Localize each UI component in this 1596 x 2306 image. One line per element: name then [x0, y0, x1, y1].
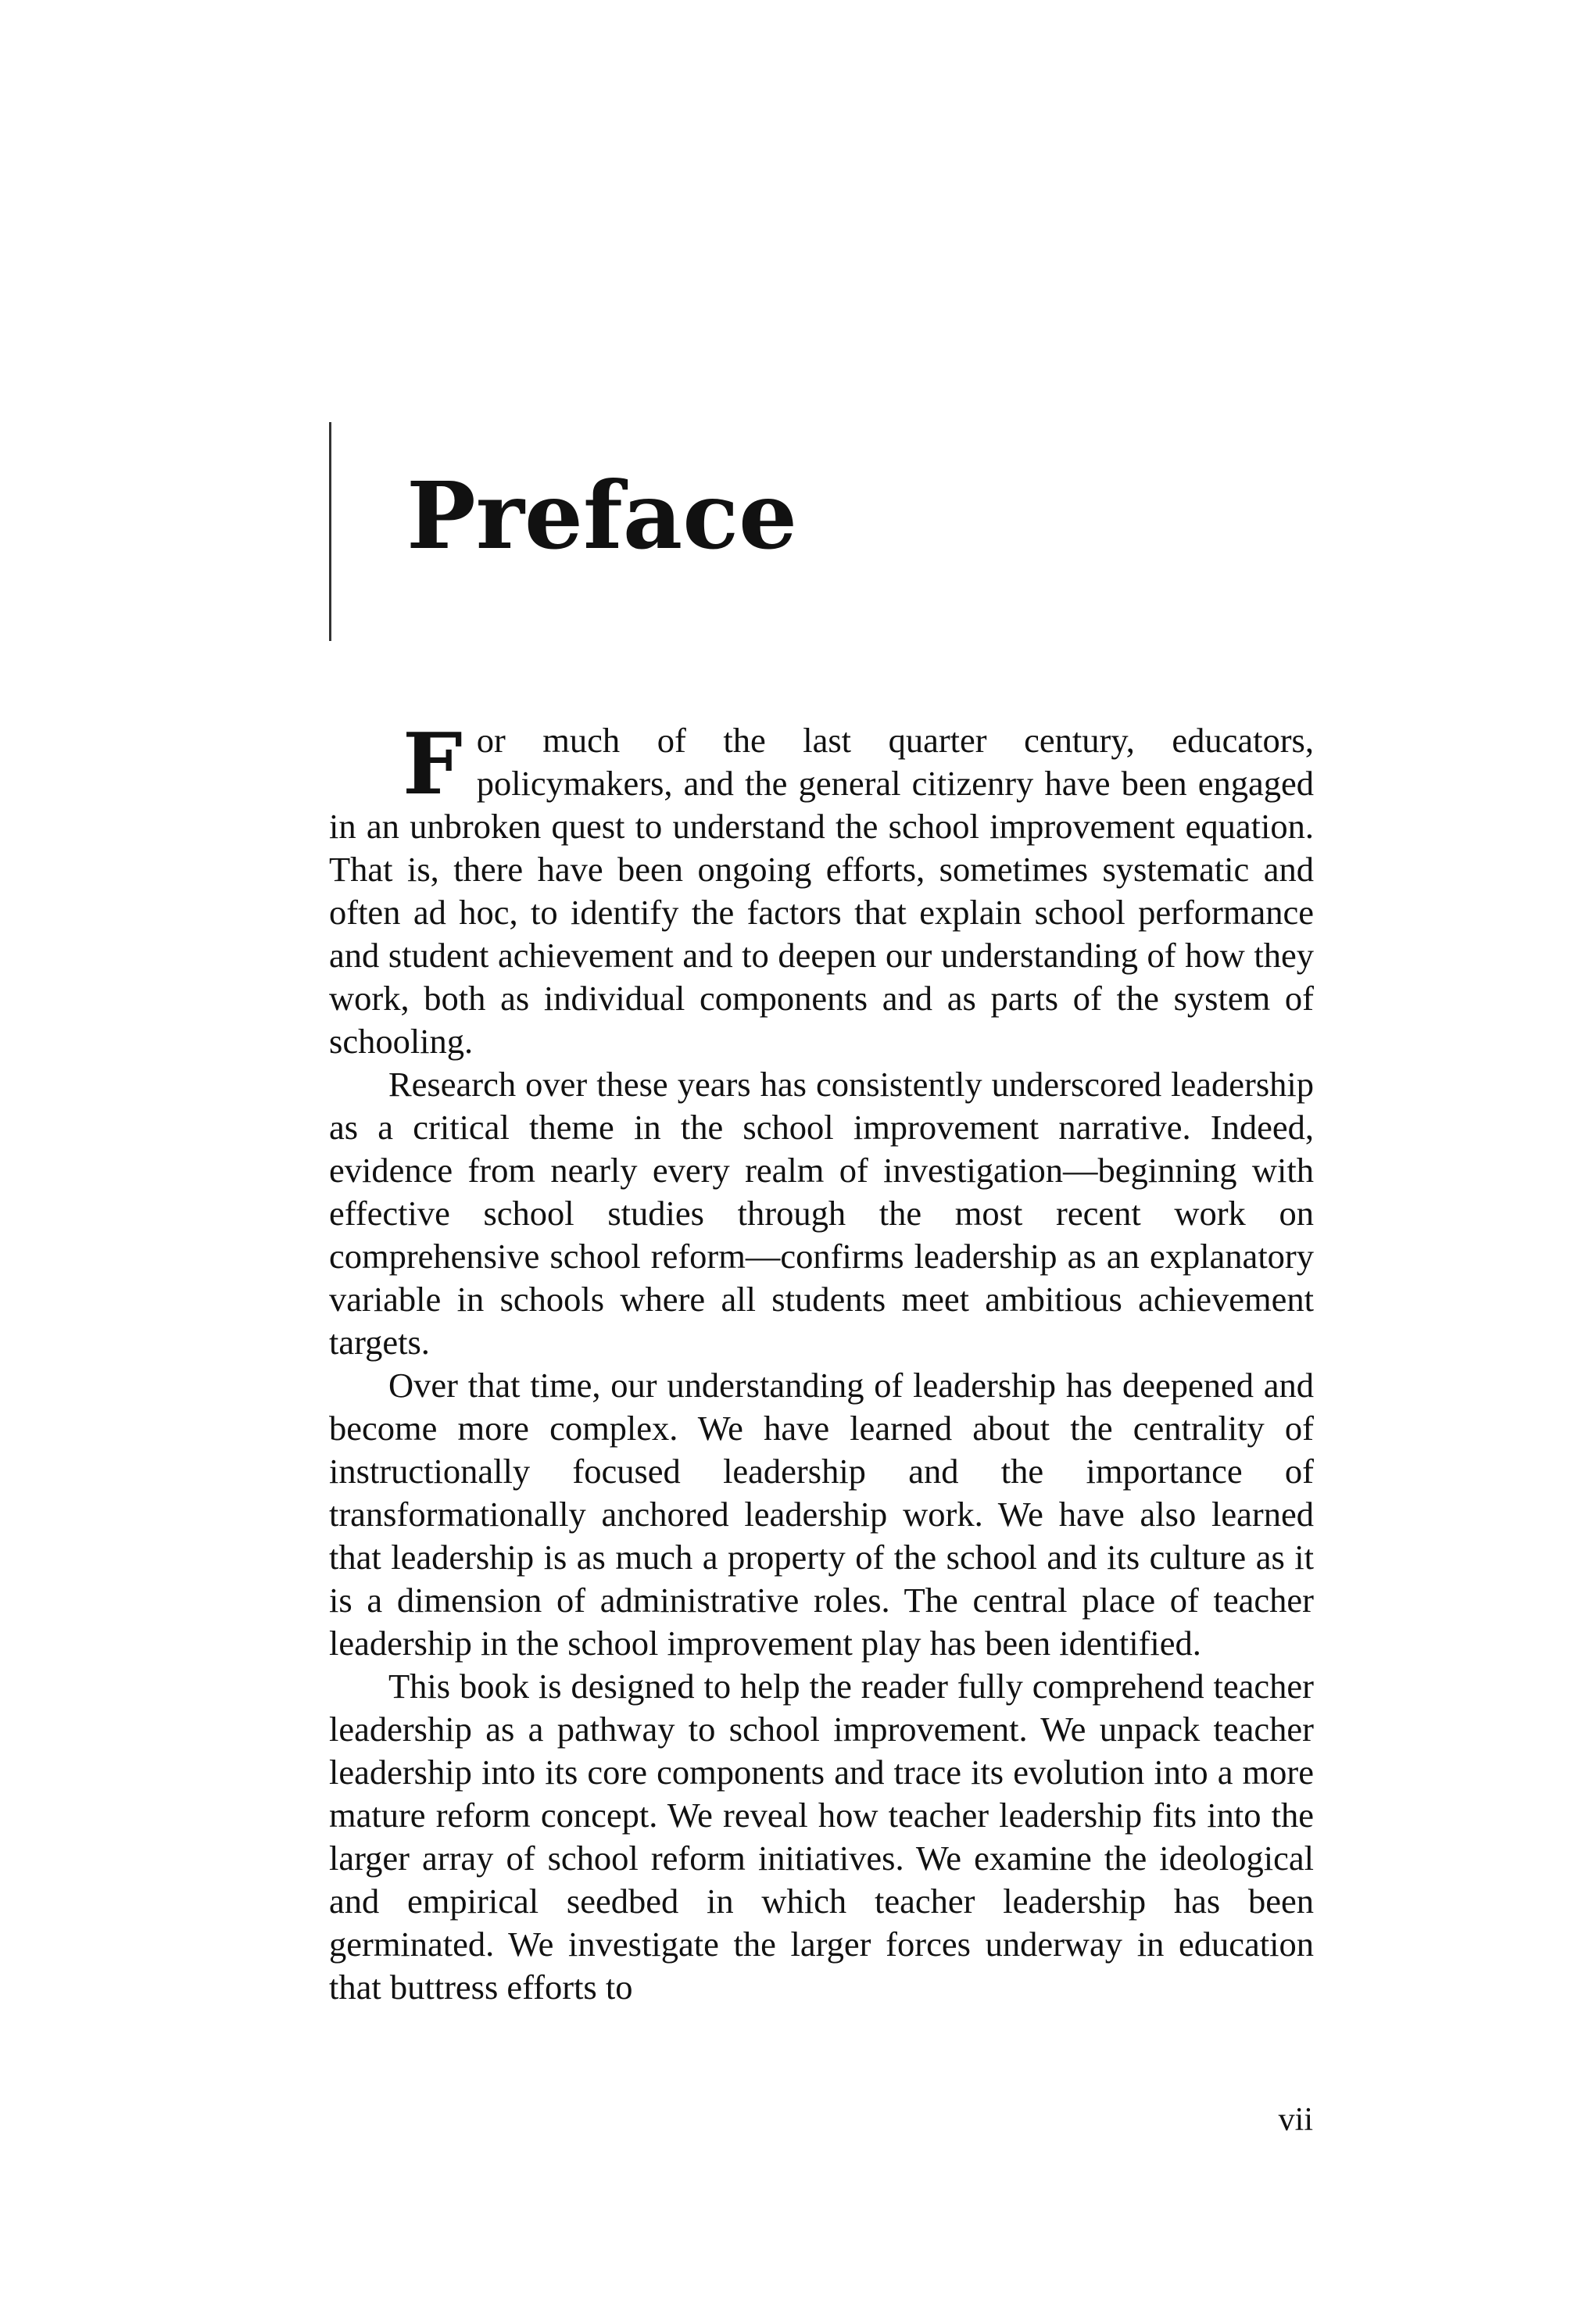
paragraph-2: Research over these years has consistently underscored leadership as a critical theme in the school improvement narrative. Indeed, evidence from nearly every realm of investigation—beginning with effective school studies through the most recent work on comprehensive school reform—confirms leadership as an explanatory variable in schools where all students meet ambitious achievement targets.: [329, 1065, 1314, 1362]
chapter-title: Preface: [406, 461, 798, 570]
paragraph-1-text: or much of the last quarter century, educators, policymakers, and the general citizenry have been engaged in an unbroken quest to understand the school improvement equation. That is, there have been ongoing efforts, sometimes systematic and often ad hoc, to identify the factors that explain school performance and student achievement and to deepen our understanding of how they work, both as individual components and as parts of the system of schooling.: [329, 721, 1314, 1061]
paragraph-3: Over that time, our understanding of leadership has deepened and become more complex. We have learned about the centrality of instructionally focused leadership and the importance of transformationally anchored leadership work. We have also learned that leadership is as much a property of the school and its culture as it is a dimension of administrative roles. The central place of teacher leadership in the school improvement play has been identified.: [329, 1366, 1314, 1663]
body-text: [329, 715, 1314, 2009]
paragraph-1: [329, 715, 1314, 1063]
drop-cap: F: [403, 715, 463, 814]
paragraph-4: This book is designed to help the reader fully comprehend teacher leadership as a pathway to school improvement. We unpack teacher leadership into its core components and trace its evolution into a more mature reform concept. We reveal how teacher leadership fits into the larger array of school reform initiatives. We examine the ideological and empirical seedbed in which teacher leadership has been germinated. We investigate the larger forces underway in education that buttress efforts to: [329, 1667, 1314, 2007]
page-number: vii: [1278, 2102, 1313, 2138]
title-rule: [329, 422, 331, 641]
